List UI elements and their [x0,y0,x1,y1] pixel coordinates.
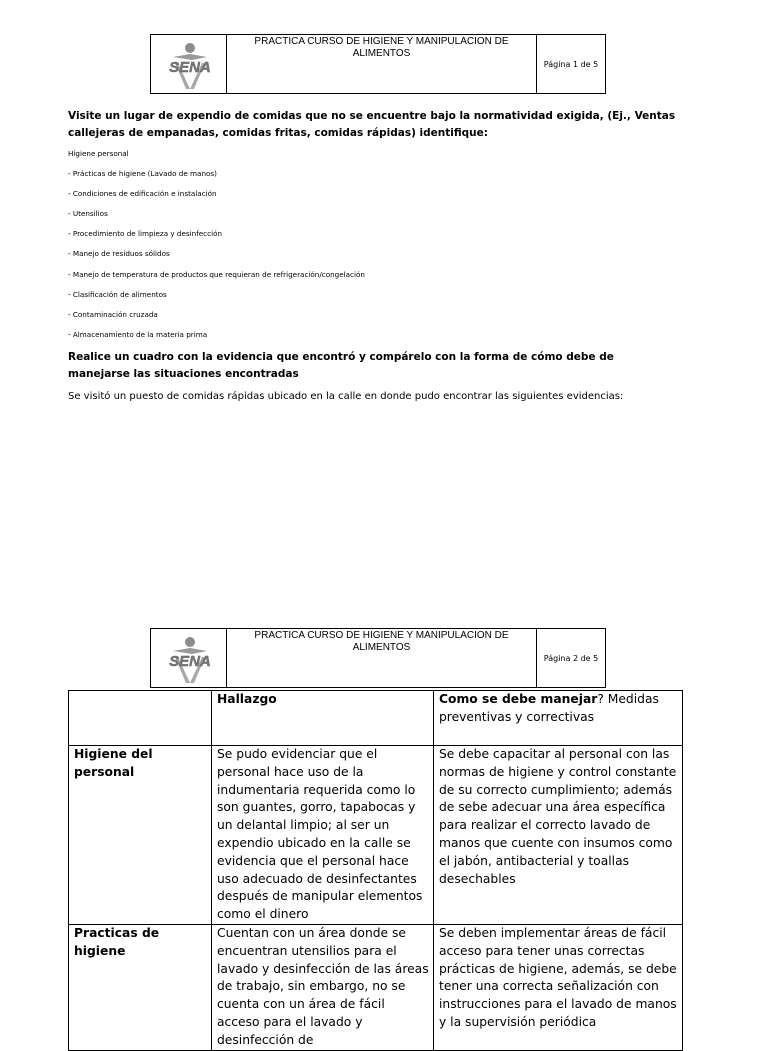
sena-logo-icon [159,635,221,685]
hallazgo-cell: Cuentan con un área donde se encuentran utensilios para el lavado y desinfección de las áreas de trabajo, sin embargo, no se cuenta con un área de fácil acceso para el lavado y desinfección de [212,924,434,1050]
logo-text: SENA [169,653,211,670]
list-item: Higiene personal [68,149,129,158]
column-header-hallazgo: Hallazgo [212,691,434,746]
manejo-header-bold: Como se debe manejar [439,692,598,706]
table-row [69,746,683,925]
intro-question: Visite un lugar de expendio de comidas que no se encuentre bajo la normatividad exigida, (Ej., Ventas callejeras de empanadas, comidas fritas, comidas rápidas) identifique: [68,110,676,139]
visit-paragraph: Se visitó un puesto de comidas rápidas ubicado en la calle en donde pudo encontrar las siguientes evidencias: [68,391,624,402]
manejo-cell: Se debe capacitar al personal con las normas de higiene y control constante de su correcto cumplimiento; además de sebe adecuar una área específica para realizar el correcto lavado de manos que cuente con insumos como el jabón, antibacterial y toallas desechables [434,746,683,925]
table-header-row [69,691,683,746]
hallazgo-cell: Se pudo evidenciar que el personal hace uso de la indumentaria requerida como lo son guantes, gorro, tapabocas y un delantal limpio; al ser un expendio ubicado en la calle se evidencia que el personal hace uso adecuado de desinfectantes después de manipular elementos como el dinero [212,746,434,925]
page2-header [150,628,606,688]
logo-text: SENA [169,59,211,76]
findings-table [68,690,683,1051]
manejo-header-rest: ? Medidas preventivas y correctivas [439,692,659,724]
list-item: - Almacenamiento de la materia prima [68,329,208,339]
list-item: - Manejo de residuos sólidos [68,249,170,259]
sena-logo-icon [159,41,221,91]
column-header-manejo [434,691,683,746]
instruction-question: Realice un cuadro con la evidencia que encontró y compárelo con la forma de cómo debe de manejarse las situaciones encontradas [68,351,614,380]
page-number: Página 1 de 5 [543,59,599,69]
list-item: - Clasificación de alimentos [68,289,167,299]
page-number: Página 2 de 5 [543,653,599,663]
logo-cell [151,35,227,93]
list-item: - Contaminación cruzada [68,309,158,319]
row-label: Higiene del personal [69,746,212,925]
list-item: - Procedimiento de limpieza y desinfección [68,229,223,239]
list-item: - Manejo de temperatura de productos que requieran de refrigeración/congelación [68,269,365,279]
list-item: - Prácticas de higiene (Lavado de manos) [68,169,217,179]
row-label: Practicas de higiene [69,924,212,1050]
empty-header-cell [69,691,212,746]
manejo-cell: Se deben implementar áreas de fácil acceso para tener unas correctas prácticas de higiene, además, se debe tener una correcta señalización con instrucciones para el lavado de manos y la supervisión periódica [434,924,683,1050]
logo-cell [151,629,227,687]
table-row [69,924,683,1050]
document-title: PRACTICA CURSO DE HIGIENE Y MANIPULACION DE ALIMENTOS [227,629,537,687]
list-item: - Utensilios [68,209,108,219]
list-item: - Condiciones de edificación e instalación [68,189,217,199]
checklist [68,149,668,350]
page1-header [150,34,606,94]
document-title: PRACTICA CURSO DE HIGIENE Y MANIPULACION DE ALIMENTOS [227,35,537,93]
